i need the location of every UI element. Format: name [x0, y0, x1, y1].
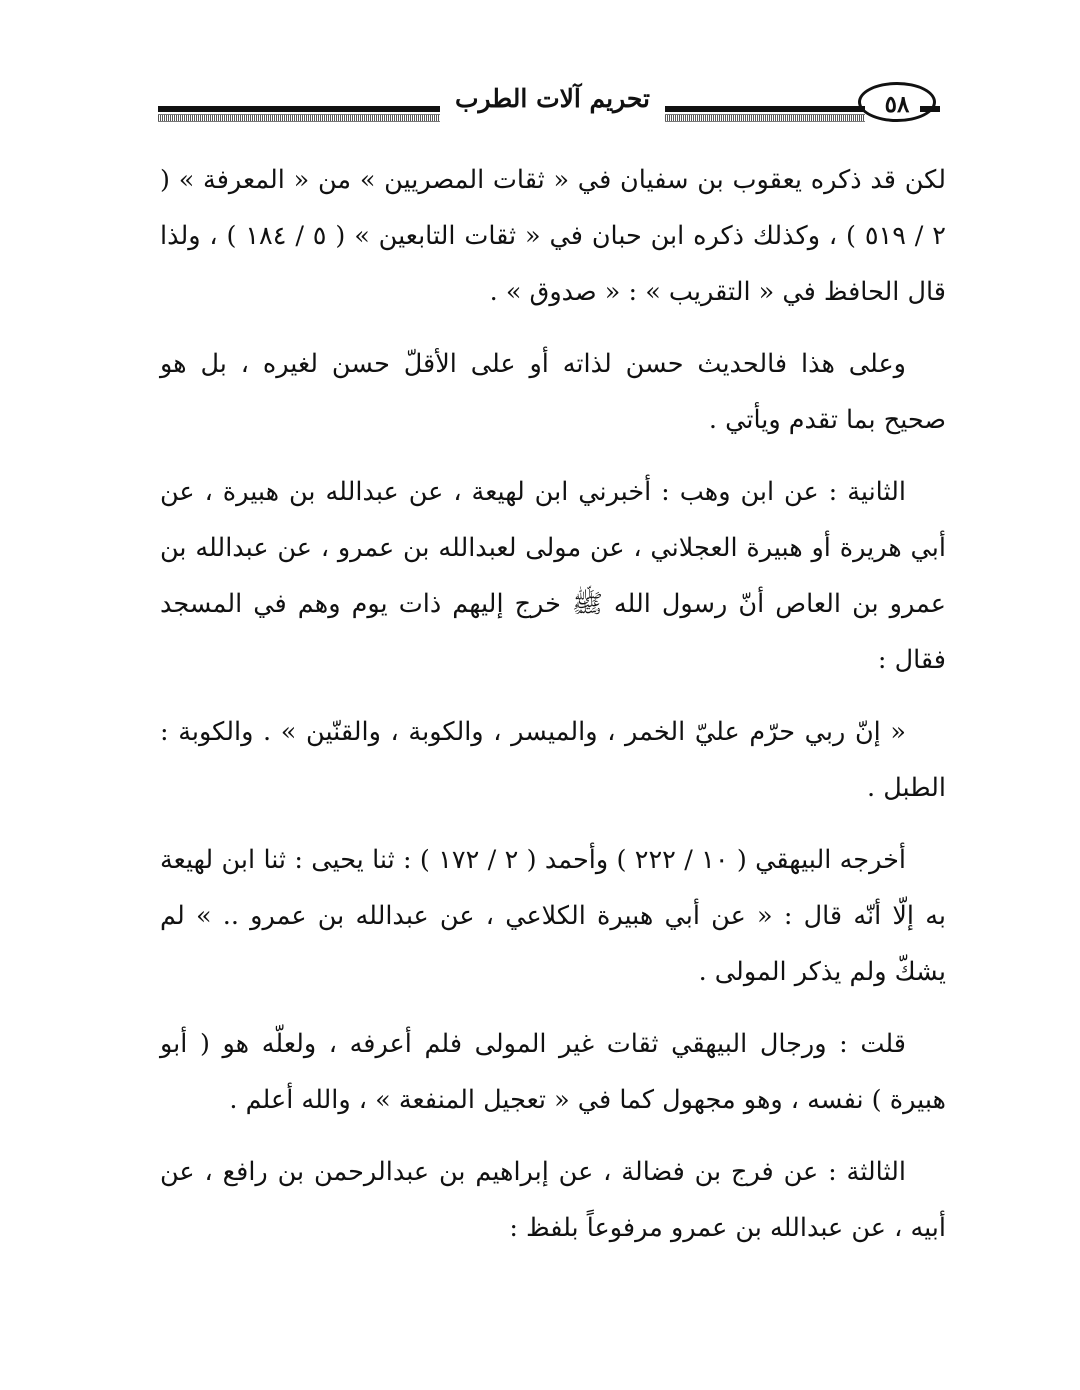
paragraph-5: أخرجه البيهقي ( ١٠ / ٢٢٢ ) وأحمد ( ٢ / ١٧٢ ) : ثنا يحيى : ثنا ابن لهيعة به إلّا أنّه قال : « عن أبي هبيرة الكلاعي ، عن عبدالله بن عمرو .. » لم يشكّ ولم يذكر المولى .: [160, 845, 946, 987]
page-header: [150, 74, 940, 134]
paragraph-2: وعلى هذا فالحديث حسن لذاته أو على الأقلّ حسن لغيره ، بل هو صحيح بما تقدم ويأتي .: [160, 349, 946, 435]
paragraph-3: الثانية : عن ابن وهب : أخبرني ابن لهيعة ، عن عبدالله بن هبيرة ، عن أبي هريرة أو هبيرة العجلاني ، عن مولى لعبدالله بن عمرو ، عن عبدالله بن عمرو بن العاص أنّ رسول الله ﷺ خرج إليهم ذات يوم وهم في المسجد فقال :: [160, 477, 946, 675]
header-rule-right: [665, 106, 865, 124]
paragraph-1: لكن قد ذكره يعقوب بن سفيان في « ثقات المصريين » من « المعرفة » ( ٢ / ٥١٩ ) ، وكذلك ذكره ابن حبان في « ثقات التابعين » ( ٥ / ١٨٤ ) ، ولذا قال الحافظ في « التقريب » : « صدوق » .: [160, 165, 946, 307]
paragraph-4: « إنّ ربي حرّم عليّ الخمر ، والميسر ، والكوبة ، والقنّين » . والكوبة : الطبل .: [160, 717, 946, 803]
header-rule-tail: [920, 106, 940, 112]
header-rule-left: [158, 106, 440, 124]
running-title: تحريم آلات الطرب: [454, 84, 651, 113]
paragraph-7: الثالثة : عن فرج بن فضالة ، عن إبراهيم بن عبدالرحمن بن رافع ، عن أبيه ، عن عبدالله بن عمرو مرفوعاً بلفظ :: [160, 1157, 946, 1243]
page-number: ٥٨: [858, 82, 936, 122]
paragraph-6: قلت : ورجال البيهقي ثقات غير المولى فلم أعرفه ، ولعلّه هو ( أبو هبيرة ) نفسه ، وهو مجهول كما في « تعجيل المنفعة » ، والله أعلم .: [160, 1029, 946, 1115]
page-body: [160, 152, 946, 1272]
